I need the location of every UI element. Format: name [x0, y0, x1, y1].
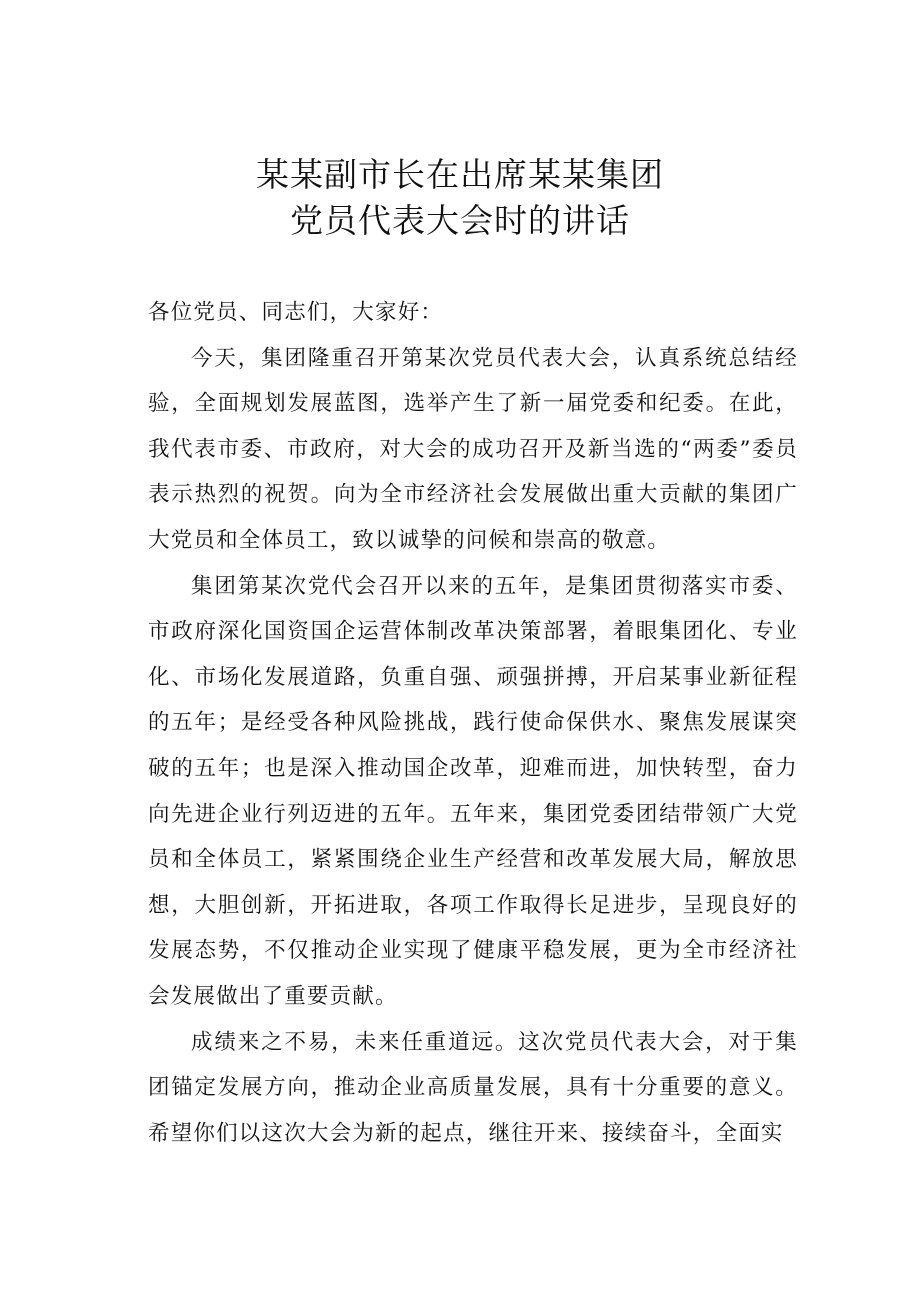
title-line-2: 党员代表大会时的讲话	[290, 201, 630, 240]
title-line-1: 某某副市长在出席某某集团	[256, 155, 664, 194]
speech-body	[148, 290, 798, 1156]
paragraph-3: 成绩来之不易，未来任重道远。这次党员代表大会，对于集团锚定发展方向，推动企业高质量发展，具有十分重要的意义。希望你们以这次大会为新的起点，继往开来、接续奋斗，全面实	[148, 1029, 798, 1146]
paragraph-2: 集团第某次党代会召开以来的五年，是集团贯彻落实市委、市政府深化国资国企运营体制改革决策部署，着眼集团化、专业化、市场化发展道路，负重自强、顽强拼搏，开启某事业新征程的五年；是经受各种风险挑战，践行使命保供水、聚焦发展谋突破的五年；也是深入推动国企改革，迎难而进，加快转型，奋力向先进企业行列迈进的五年。五年来，集团党委团结带领广大党员和全体员工，紧紧围绕企业生产经营和改革发展大局，解放思想，大胆创新，开拓进取，各项工作取得长足进步，呈现良好的发展态势，不仅推动企业实现了健康平稳发展，更为全市经济社会发展做出了重要贡献。	[148, 573, 798, 1009]
salutation: 各位党员、同志们，大家好：	[148, 300, 444, 325]
document-title	[0, 152, 920, 244]
paragraph-1: 今天，集团隆重召开第某次党员代表大会，认真系统总结经验，全面规划发展蓝图，选举产生了新一届党委和纪委。在此，我代表市委、市政府，对大会的成功召开及新当选的“两委”委员表示热烈的祝贺。向为全市经济社会发展做出重大贡献的集团广大党员和全体员工，致以诚挚的问候和崇高的敬意。	[148, 345, 798, 553]
